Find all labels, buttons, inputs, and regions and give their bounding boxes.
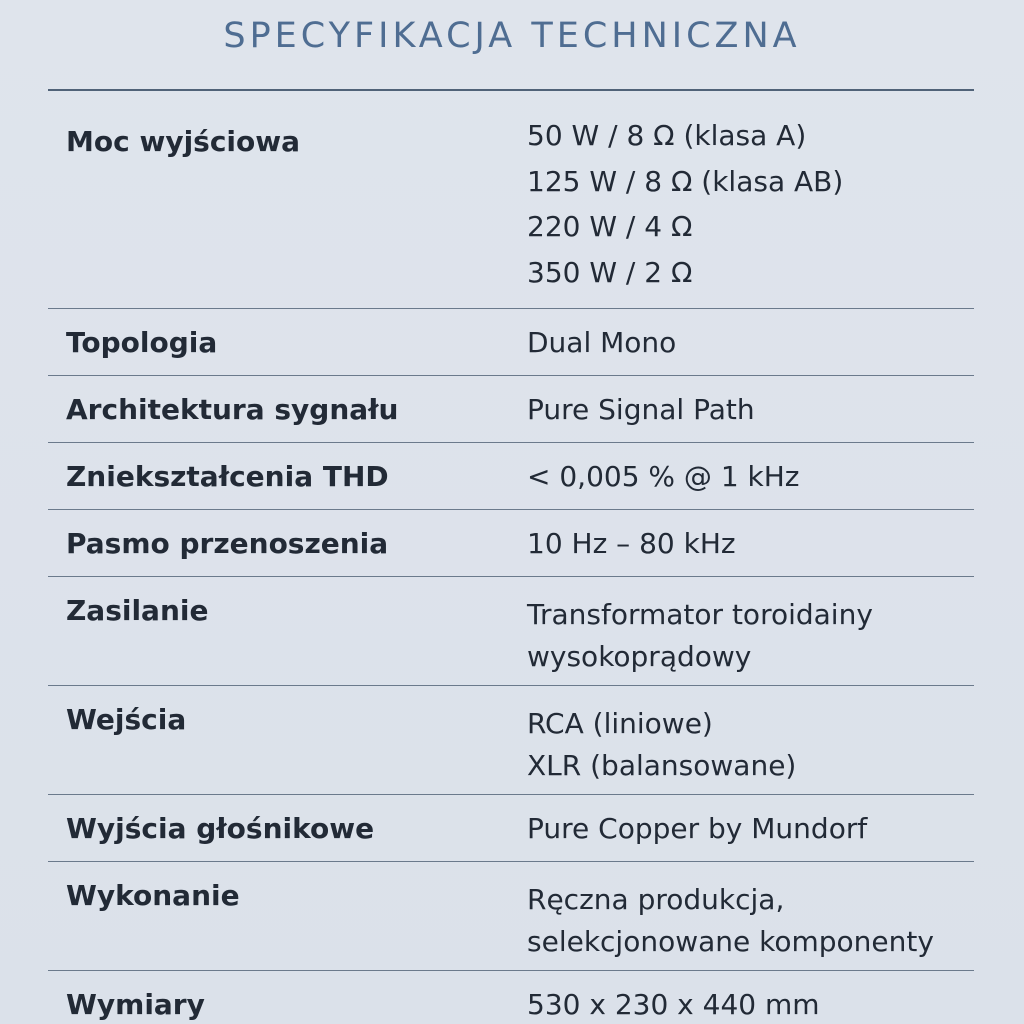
spec-row-power-supply: [48, 577, 974, 686]
spec-row-speaker-outputs: [48, 795, 974, 862]
spec-value: selekcjonowane komponenty: [527, 925, 934, 958]
spec-values: [527, 812, 867, 846]
spec-row-signal-architecture: [48, 376, 974, 443]
spec-label: Zasilanie: [66, 594, 209, 627]
spec-label: Topologia: [66, 326, 218, 359]
spec-label: Wejścia: [66, 703, 187, 736]
spec-value: 10 Hz – 80 kHz: [527, 527, 736, 560]
spec-values: [527, 460, 800, 494]
spec-label: Zniekształcenia THD: [66, 460, 389, 493]
spec-value: Dual Mono: [527, 326, 677, 359]
spec-label: Wykonanie: [66, 879, 240, 912]
spec-label: Moc wyjściowa: [66, 125, 301, 158]
spec-value: 350 W / 2 Ω: [527, 255, 693, 289]
page-title: SPECYFIKACJA TECHNICZNA: [223, 16, 801, 56]
spec-value: XLR (balansowane): [527, 749, 797, 782]
spec-value: Pure Copper by Mundorf: [527, 812, 868, 845]
spec-values: [527, 703, 796, 787]
spec-values: [527, 594, 873, 678]
spec-values: [527, 879, 934, 963]
spec-value: 125 W / 8 Ω (klasa AB): [527, 164, 844, 198]
spec-label: Pasmo przenoszenia: [66, 527, 389, 560]
spec-row-inputs: [48, 686, 974, 795]
spec-value: Pure Signal Path: [527, 393, 755, 426]
spec-table: [48, 89, 974, 1024]
spec-row-dimensions: [48, 971, 974, 1024]
spec-label: Architektura sygnału: [66, 393, 399, 426]
spec-values: [527, 326, 676, 360]
spec-value: 530 x 230 x 440 mm: [527, 988, 820, 1021]
spec-row-topology: [48, 309, 974, 376]
spec-label: Wymiary: [66, 988, 205, 1021]
spec-value: Transformator toroidainy: [527, 598, 873, 631]
spec-value: RCA (liniowe): [527, 707, 713, 740]
spec-row-output-power: [48, 91, 974, 309]
spec-value: wysokoprądowy: [527, 640, 752, 673]
spec-values: [527, 988, 820, 1022]
spec-row-thd: [48, 443, 974, 510]
spec-values: [527, 527, 736, 561]
spec-value: 50 W / 8 Ω (klasa A): [527, 119, 807, 152]
spec-values: [527, 113, 843, 295]
spec-value: 220 W / 4 Ω: [527, 210, 693, 243]
spec-row-craftsmanship: [48, 862, 974, 971]
spec-row-frequency-response: [48, 510, 974, 577]
spec-values: [527, 393, 755, 427]
spec-value: < 0,005 % @ 1 kHz: [527, 460, 800, 493]
spec-label: Wyjścia głośnikowe: [66, 812, 375, 845]
spec-value: Ręczna produkcja,: [527, 883, 785, 916]
